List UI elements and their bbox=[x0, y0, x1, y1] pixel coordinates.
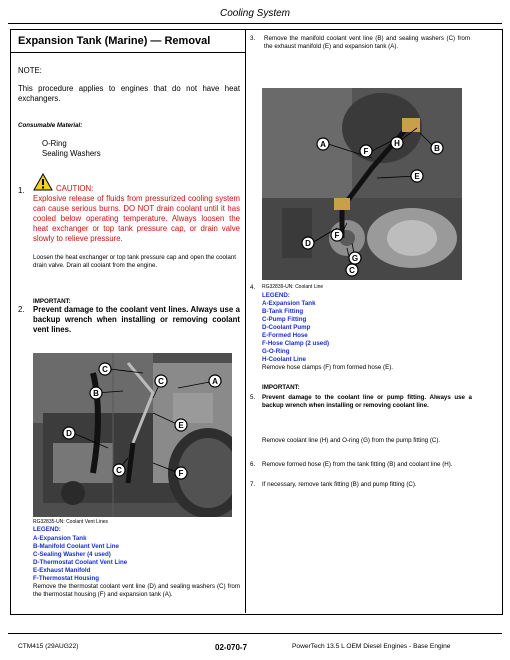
section-header: Cooling System bbox=[219, 8, 291, 19]
footer-right: PowerTech 13.5 L OEM Diesel Engines - Base Engine bbox=[292, 643, 451, 650]
svg-text:E: E bbox=[414, 172, 420, 181]
callout-e bbox=[411, 170, 423, 182]
legend-item: D-Thermostat Coolant Vent Line bbox=[33, 559, 128, 566]
legend-item: E-Formed Hose bbox=[262, 332, 308, 339]
callout-c bbox=[99, 363, 111, 375]
step-number: 1. bbox=[18, 186, 25, 195]
legend-item: C-Sealing Washer (4 used) bbox=[33, 551, 111, 558]
callout-f bbox=[360, 145, 372, 157]
title-rule bbox=[11, 52, 245, 53]
figure-caption: RG32835-UN: Coolant Vent Lines bbox=[33, 519, 109, 525]
callout-f bbox=[331, 229, 343, 241]
coolant-line-photo bbox=[262, 88, 462, 280]
note-label: NOTE: bbox=[18, 66, 42, 75]
callout-d bbox=[302, 237, 314, 249]
figure-caption: RG32839-UN: Coolant Line bbox=[262, 284, 324, 290]
important-label: IMPORTANT: bbox=[33, 298, 71, 305]
footer-page-number: 02-070-7 bbox=[215, 643, 248, 652]
svg-text:F: F bbox=[178, 469, 184, 478]
svg-text:C: C bbox=[116, 466, 122, 475]
callout-b bbox=[431, 142, 443, 154]
caution-label: CAUTION: bbox=[56, 184, 94, 193]
callout-f bbox=[175, 467, 187, 479]
svg-text:E: E bbox=[178, 421, 184, 430]
svg-text:A: A bbox=[320, 140, 326, 149]
page-title: Expansion Tank (Marine) — Removal bbox=[18, 35, 211, 47]
step-body: Loosen the heat exchanger or top tank pressure cap and open the coolant drain valve. Drain all coolant from the engine. bbox=[33, 254, 236, 269]
caution-icon bbox=[33, 173, 53, 191]
callout-a bbox=[209, 375, 221, 387]
consumables-label: Consumable Material: bbox=[18, 122, 83, 129]
consumable-item: O-Ring bbox=[42, 139, 67, 148]
legend-item: B-Tank Fitting bbox=[262, 308, 304, 315]
step-number: 6. bbox=[250, 461, 256, 468]
figure-callouts bbox=[33, 353, 232, 517]
step-text: Remove the manifold coolant vent line (B) and sealing washers (C) from the exhaust manifold (E) and expansion tank (A). bbox=[264, 35, 470, 50]
callout-c bbox=[155, 375, 167, 387]
svg-text:D: D bbox=[66, 429, 72, 438]
callout-g bbox=[349, 252, 361, 264]
step-body: Remove coolant line (H) and O-ring (G) from the pump fitting (C). bbox=[262, 437, 441, 444]
figure-callouts bbox=[262, 88, 462, 280]
legend-item: F-Hose Clamp (2 used) bbox=[262, 340, 330, 347]
legend-item: A-Expansion Tank bbox=[33, 535, 87, 542]
coolant-vent-lines-photo bbox=[33, 353, 232, 517]
svg-text:F: F bbox=[363, 147, 369, 156]
footer-rule bbox=[8, 633, 502, 634]
legend-item: B-Manifold Coolant Vent Line bbox=[33, 543, 119, 550]
callout-b bbox=[90, 387, 102, 399]
step-number: 3. bbox=[250, 35, 256, 42]
note-text: This procedure applies to engines that do not have heat exchangers. bbox=[18, 84, 240, 103]
step-body: Remove the thermostat coolant vent line (D) and sealing washers (C) from the thermostat housing (F) and expansion tank (A). bbox=[33, 583, 240, 598]
svg-text:B: B bbox=[434, 144, 440, 153]
important-label: IMPORTANT: bbox=[262, 384, 300, 391]
legend-item: H-Coolant Line bbox=[262, 356, 306, 363]
svg-text:C: C bbox=[158, 377, 164, 386]
step-number: 2. bbox=[18, 305, 25, 314]
callout-d bbox=[63, 427, 75, 439]
svg-text:H: H bbox=[394, 139, 400, 148]
svg-text:F: F bbox=[334, 231, 340, 240]
step-text: Remove formed hose (E) from the tank fitting (B) and coolant line (H). bbox=[262, 461, 453, 468]
step-text: Prevent damage to the coolant line or pump fitting. Always use a backup wrench when installing or removing coolant line. bbox=[262, 394, 472, 409]
svg-text:A: A bbox=[212, 377, 218, 386]
callout-c bbox=[346, 264, 358, 276]
legend-item: F-Thermostat Housing bbox=[33, 575, 99, 582]
column-divider bbox=[245, 30, 246, 613]
step-number: 4. bbox=[250, 284, 256, 291]
callout-c bbox=[113, 464, 125, 476]
legend-item: C-Pump Fitting bbox=[262, 316, 307, 323]
svg-text:G: G bbox=[351, 254, 359, 263]
callout-e bbox=[175, 419, 187, 431]
svg-text:C: C bbox=[102, 365, 108, 374]
consumable-item: Sealing Washers bbox=[42, 149, 101, 158]
legend-title: LEGEND: bbox=[262, 292, 290, 299]
caution-text: Explosive release of fluids from pressurized cooling system can cause serious burns. DO NOT drain coolant until it has cooled below operating temperature. Always loosen the heat exchanger or top tank pressure cap, or drain valve slowly to relieve pressure. bbox=[33, 194, 240, 243]
svg-text:C: C bbox=[349, 266, 355, 275]
step-number: 5. bbox=[250, 394, 256, 401]
legend-item: A-Expansion Tank bbox=[262, 300, 316, 307]
svg-text:D: D bbox=[305, 239, 311, 248]
step-number: 7. bbox=[250, 481, 256, 488]
step-text: Prevent damage to the coolant vent lines. Always use a backup wrench when installing or removing coolant vent lines. bbox=[33, 305, 240, 334]
legend-title: LEGEND: bbox=[33, 526, 61, 533]
legend-item: D-Coolant Pump bbox=[262, 324, 311, 331]
step-text: If necessary, remove tank fitting (B) and pump fitting (C). bbox=[262, 481, 417, 488]
callout-a bbox=[317, 138, 329, 150]
header-rule bbox=[8, 23, 502, 24]
legend-item: E-Exhaust Manifold bbox=[33, 567, 91, 574]
footer-left: CTM415 (29AUG22) bbox=[18, 643, 79, 650]
callout-h bbox=[391, 137, 403, 149]
svg-text:B: B bbox=[93, 389, 99, 398]
legend-item: G-O-Ring bbox=[262, 348, 290, 355]
step-body: Remove hose clamps (F) from formed hose (E). bbox=[262, 364, 394, 371]
